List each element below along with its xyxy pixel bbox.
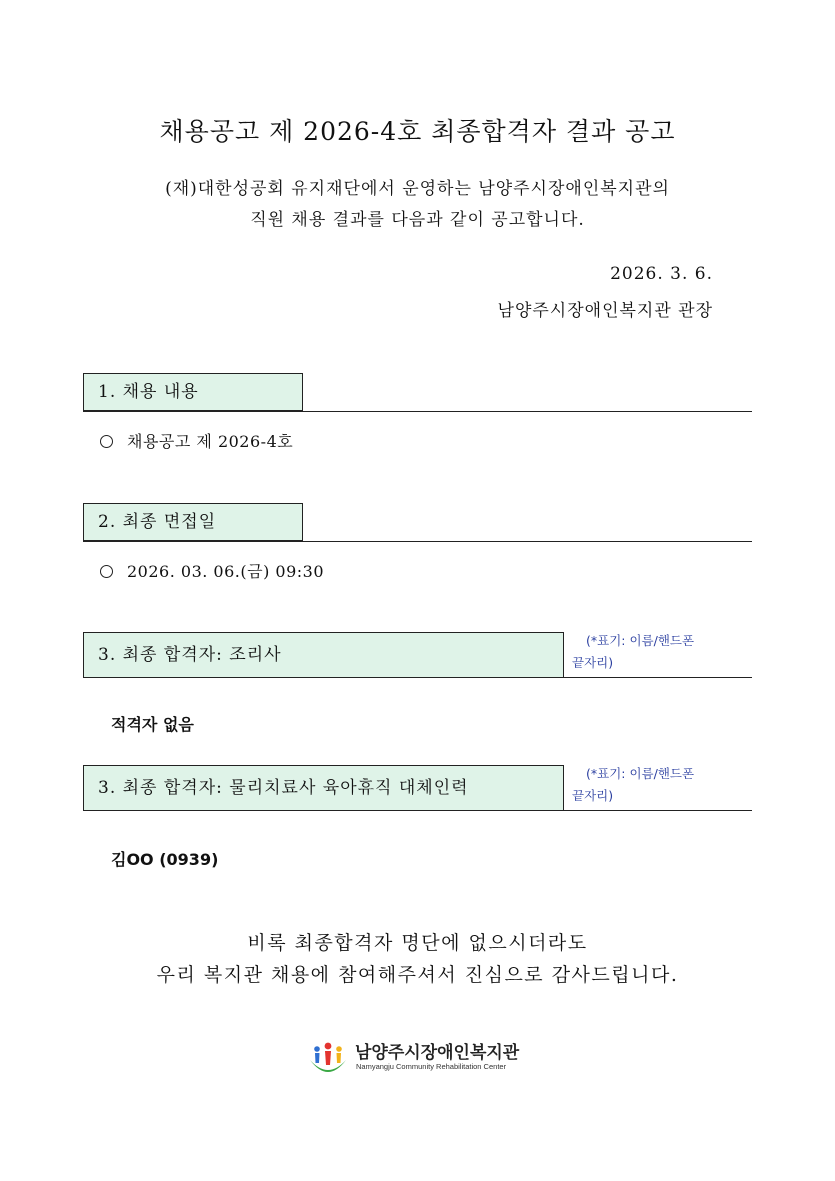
notation-note-line-2: 끝자리) bbox=[572, 788, 614, 803]
section-heading-cook: 3. 최종 합격자: 조리사 bbox=[83, 632, 564, 678]
intro-line-2: 직원 채용 결과를 다음과 같이 공고합니다. bbox=[250, 210, 585, 230]
center-emblem-icon bbox=[307, 1038, 349, 1078]
bullet-recruitment bbox=[100, 429, 293, 452]
section-divider bbox=[83, 541, 752, 542]
issuer: 남양주시장애인복지관 관장 bbox=[497, 301, 713, 321]
bullet-text: 채용공고 제 2026-4호 bbox=[127, 432, 294, 451]
closing-line-1: 비록 최종합격자 명단에 없으시더라도 bbox=[247, 932, 588, 954]
closing-line-2: 우리 복지관 채용에 참여해주셔서 진심으로 감사드립니다. bbox=[156, 964, 679, 986]
announcement-date: 2026. 3. 6. bbox=[610, 264, 713, 284]
section-heading-physical-therapist: 3. 최종 합격자: 물리치료사 육아휴직 대체인력 bbox=[83, 765, 564, 811]
intro-line-1: (재)대한성공회 유지재단에서 운영하는 남양주시장애인복지관의 bbox=[165, 179, 670, 199]
logo-name: 남양주시장애인복지관 bbox=[355, 1043, 520, 1063]
logo-subtitle: Namyangju Community Rehabilitation Center bbox=[356, 1062, 507, 1071]
notation-note-line-2: 끝자리) bbox=[572, 655, 614, 670]
notation-note-line-1: (*표기: 이름/핸드폰 bbox=[586, 633, 695, 648]
center-logo bbox=[307, 1036, 537, 1080]
circle-bullet-icon bbox=[100, 435, 113, 448]
section-heading-interview-date: 2. 최종 면접일 bbox=[83, 503, 303, 541]
notation-note bbox=[572, 763, 694, 807]
section-divider bbox=[83, 411, 752, 412]
bullet-interview-date bbox=[100, 559, 324, 582]
section-divider bbox=[83, 810, 752, 811]
notation-note-line-1: (*표기: 이름/핸드폰 bbox=[586, 766, 695, 781]
page-title: 채용공고 제 2026-4호 최종합격자 결과 공고 bbox=[159, 117, 676, 146]
section-heading-recruitment: 1. 채용 내용 bbox=[83, 373, 303, 411]
section-divider bbox=[83, 677, 752, 678]
circle-bullet-icon bbox=[100, 565, 113, 578]
result-cook: 적격자 없음 bbox=[111, 715, 194, 734]
bullet-text: 2026. 03. 06.(금) 09:30 bbox=[127, 562, 325, 581]
notation-note bbox=[572, 630, 694, 674]
result-physical-therapist: 김OO (0939) bbox=[111, 850, 219, 869]
